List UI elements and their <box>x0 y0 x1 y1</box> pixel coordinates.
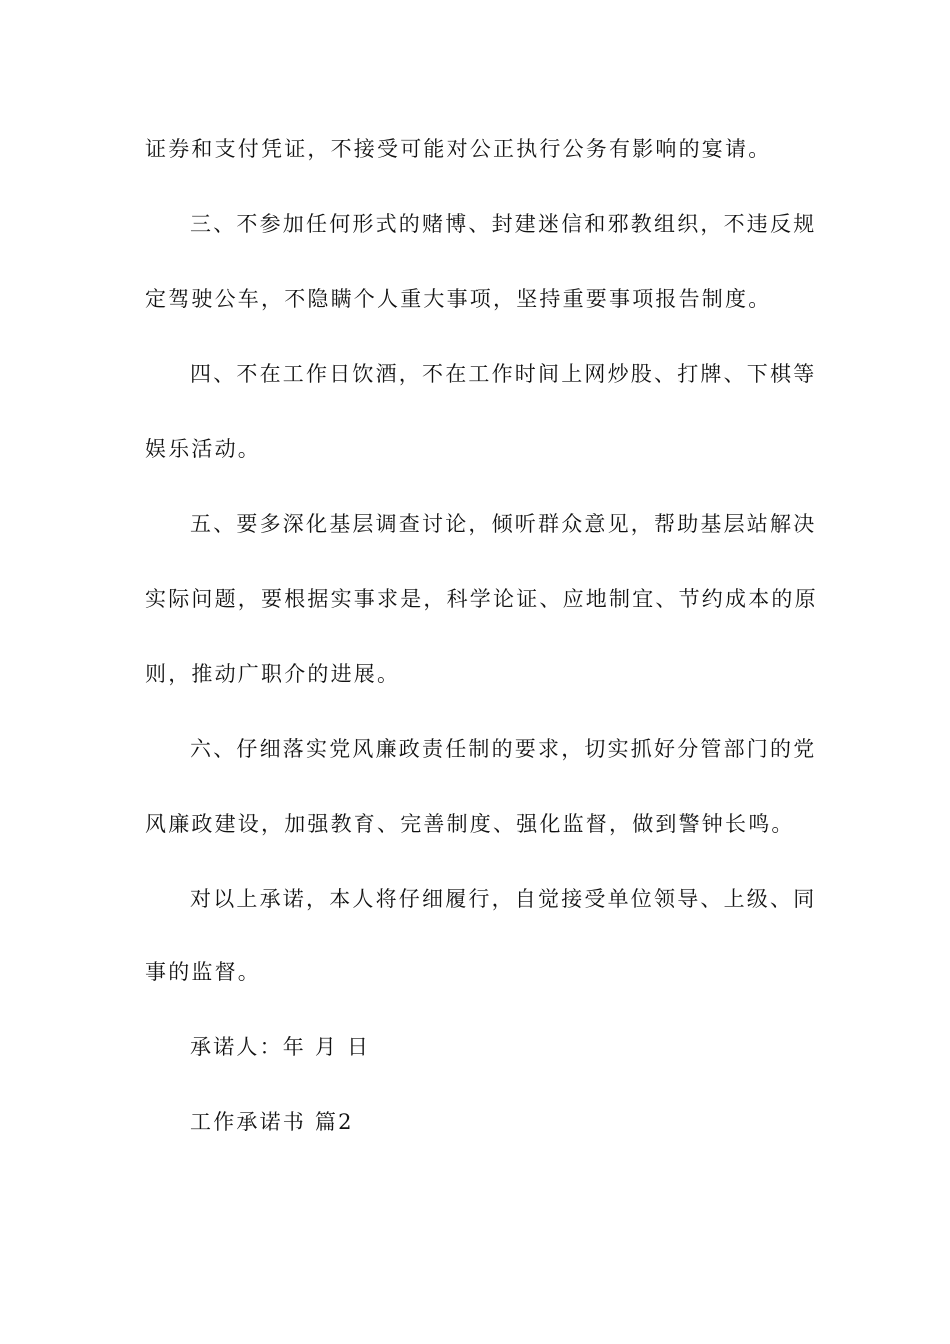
paragraph-line: 三、不参加任何形式的赌博、封建迷信和邪教组织，不违反规 <box>190 212 817 236</box>
paragraph-line: 六、仔细落实党风廉政责任制的要求，切实抓好分管部门的党 <box>190 737 817 761</box>
section-heading: 工作承诺书 篇2 <box>190 1110 354 1134</box>
paragraph-line: 风廉政建设，加强教育、完善制度、强化监督，做到警钟长鸣。 <box>145 812 795 836</box>
paragraph-line: 实际问题，要根据实事求是，科学论证、应地制宜、节约成本的原 <box>145 587 818 611</box>
paragraph-line: 五、要多深化基层调查讨论，倾听群众意见，帮助基层站解决 <box>190 512 817 536</box>
paragraph-line: 证券和支付凭证，不接受可能对公正执行公务有影响的宴请。 <box>145 137 772 161</box>
paragraph-line: 事的监督。 <box>145 960 261 984</box>
paragraph-line: 四、不在工作日饮酒，不在工作时间上网炒股、打牌、下棋等 <box>190 362 817 386</box>
paragraph-line: 娱乐活动。 <box>145 437 261 461</box>
signature-line: 承诺人：年 月 日 <box>190 1035 371 1059</box>
paragraph-line: 定驾驶公车，不隐瞒个人重大事项，坚持重要事项报告制度。 <box>145 287 772 311</box>
paragraph-line: 则，推动广职介的进展。 <box>145 662 401 686</box>
paragraph-line: 对以上承诺，本人将仔细履行，自觉接受单位领导、上级、同 <box>190 887 817 911</box>
